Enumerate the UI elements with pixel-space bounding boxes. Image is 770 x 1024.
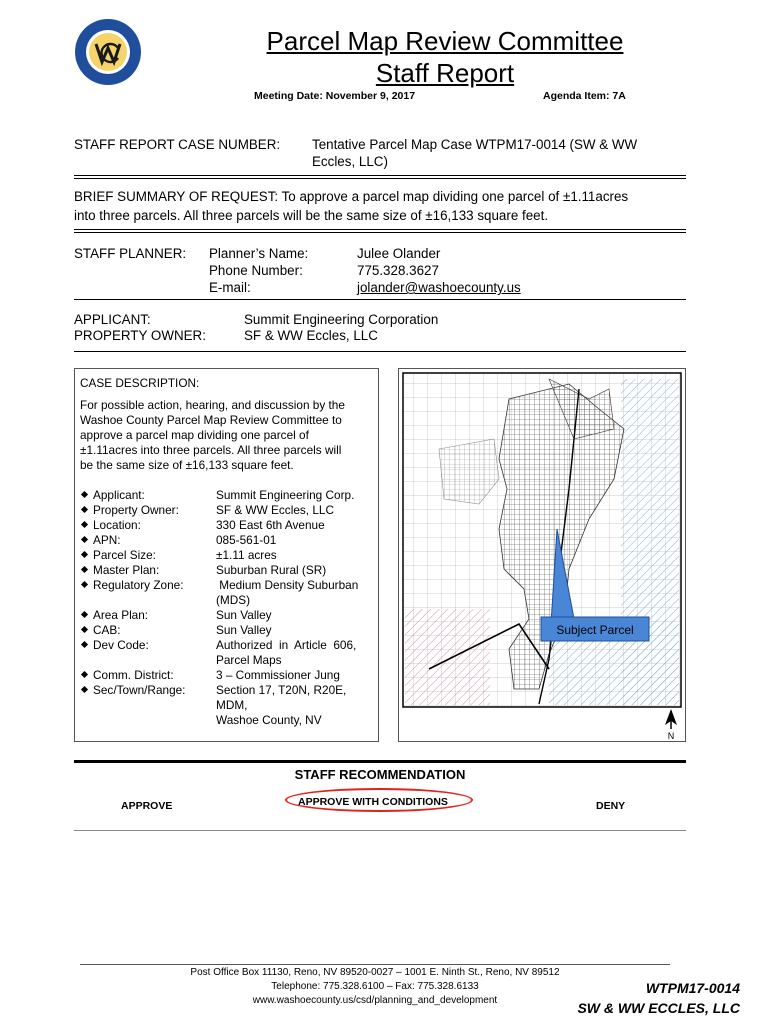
- county-seal-logo: [74, 18, 142, 86]
- planner-email-link[interactable]: jolander@washoecounty.us: [357, 280, 521, 295]
- divider: [74, 351, 686, 352]
- bullet-icon: [81, 626, 88, 633]
- subject-parcel-callout: Subject Parcel: [556, 623, 634, 637]
- agenda-item: Agenda Item: 7A: [543, 90, 626, 102]
- vicinity-map: [399, 369, 685, 741]
- list-item-value-cont: MDM,: [216, 698, 248, 712]
- planner-name: Julee Olander: [357, 246, 441, 261]
- case-number-value-cont: Eccles, LLC): [312, 154, 388, 169]
- list-item-value: 330 East 6th Avenue: [216, 518, 325, 532]
- list-item-value: Sun Valley: [216, 623, 272, 637]
- list-item: Comm. District:: [80, 668, 174, 683]
- paragraph-line: Washoe County Parcel Map Review Committee to: [80, 413, 342, 427]
- divider: [74, 830, 686, 831]
- meeting-date: Meeting Date: November 9, 2017: [254, 90, 416, 102]
- list-item: Sec/Town/Range:: [80, 683, 185, 698]
- list-item: Applicant:: [80, 488, 145, 503]
- owner-label: PROPERTY OWNER:: [74, 328, 206, 343]
- bullet-icon: [81, 581, 88, 588]
- paragraph-line: approve a parcel map dividing one parcel of: [80, 428, 309, 442]
- deny-option: DENY: [596, 800, 626, 812]
- list-item-value: Authorized in Article 606,: [216, 638, 357, 652]
- owner-value: SF & WW Eccles, LLC: [244, 328, 378, 343]
- divider: [74, 175, 686, 179]
- list-item-value-cont: Washoe County, NV: [216, 713, 322, 727]
- bullet-icon: [81, 491, 88, 498]
- divider: [74, 299, 686, 300]
- planner-name-label: Planner’s Name:: [209, 246, 309, 261]
- bullet-icon: [81, 611, 88, 618]
- footer-address: Post Office Box 11130, Reno, NV 89520-0027 – 1001 E. Ninth St., Reno, NV 89512: [190, 967, 560, 978]
- list-item-value-cont: (MDS): [216, 593, 251, 607]
- footer-rule: [80, 964, 670, 965]
- bullet-icon: [81, 566, 88, 573]
- planner-phone-label: Phone Number:: [209, 263, 303, 278]
- paragraph-line: ±1.11acres into three parcels. All three parcels will: [80, 443, 342, 457]
- north-label: N: [667, 731, 675, 741]
- list-item: Parcel Size:: [80, 548, 156, 563]
- case-description-paragraph: [80, 398, 375, 473]
- paragraph-line: For possible action, hearing, and discussion by the: [80, 398, 345, 412]
- list-item: APN:: [80, 533, 121, 548]
- case-description-heading: CASE DESCRIPTION:: [80, 376, 200, 390]
- bullet-icon: [81, 536, 88, 543]
- bullet-icon: [81, 686, 88, 693]
- paragraph-line: be the same size of ±16,133 square feet.: [80, 458, 294, 472]
- planner-phone: 775.328.3627: [357, 263, 439, 278]
- vicinity-map-box: [398, 368, 686, 742]
- list-item-value: Section 17, T20N, R20E,: [216, 683, 347, 697]
- list-item-value-cont: Parcel Maps: [216, 653, 282, 667]
- list-item: Location:: [80, 518, 141, 533]
- footer-phone: Telephone: 775.328.6100 – Fax: 775.328.6133: [271, 981, 479, 992]
- list-item-value: Summit Engineering Corp.: [216, 488, 355, 502]
- summary-line-1: BRIEF SUMMARY OF REQUEST: To approve a parcel map dividing one parcel of ±1.11acres: [74, 189, 629, 204]
- list-item: CAB:: [80, 623, 121, 638]
- staff-planner-label: STAFF PLANNER:: [74, 246, 187, 261]
- approve-with-conditions-option: APPROVE WITH CONDITIONS: [298, 796, 448, 808]
- recommendation-heading: STAFF RECOMMENDATION: [294, 767, 466, 782]
- bullet-icon: [81, 506, 88, 513]
- approve-option: APPROVE: [121, 800, 173, 812]
- list-item: Master Plan:: [80, 563, 159, 578]
- list-item-value: SF & WW Eccles, LLC: [216, 503, 334, 517]
- bullet-icon: [81, 641, 88, 648]
- list-item-value: 3 – Commissioner Jung: [216, 668, 340, 682]
- divider: [74, 760, 686, 763]
- applicant-label: APPLICANT:: [74, 312, 151, 327]
- bullet-icon: [81, 671, 88, 678]
- case-number-label: STAFF REPORT CASE NUMBER:: [74, 137, 281, 152]
- list-item: Property Owner:: [80, 503, 179, 518]
- bullet-icon: [81, 551, 88, 558]
- case-description-box: [74, 368, 379, 742]
- footer-website: www.washoecounty.us/csd/planning_and_development: [252, 995, 498, 1006]
- summary-line-2: into three parcels. All three parcels will be the same size of ±16,133 square feet.: [74, 208, 549, 223]
- list-item-value: Medium Density Suburban: [216, 578, 359, 592]
- list-item: Regulatory Zone:: [80, 578, 184, 593]
- list-item-value: Sun Valley: [216, 608, 272, 622]
- list-item-value: 085-561-01: [216, 533, 277, 547]
- bullet-icon: [81, 521, 88, 528]
- footer-case-id: WTPM17-0014: [645, 980, 740, 996]
- page-title: Parcel Map Review Committee: [266, 26, 624, 56]
- list-item: Dev Code:: [80, 638, 149, 653]
- footer-case-name: SW & WW ECCLES, LLC: [577, 1000, 740, 1016]
- list-item-value: Suburban Rural (SR): [216, 563, 327, 577]
- list-item: Area Plan:: [80, 608, 148, 623]
- applicant-value: Summit Engineering Corporation: [244, 312, 439, 327]
- planner-email-label: E-mail:: [209, 280, 251, 295]
- page-subtitle: Staff Report: [375, 58, 515, 88]
- list-item-value: ±1.11 acres: [216, 548, 277, 562]
- divider: [74, 229, 686, 233]
- case-number-value: Tentative Parcel Map Case WTPM17-0014 (SW & WW: [312, 137, 638, 152]
